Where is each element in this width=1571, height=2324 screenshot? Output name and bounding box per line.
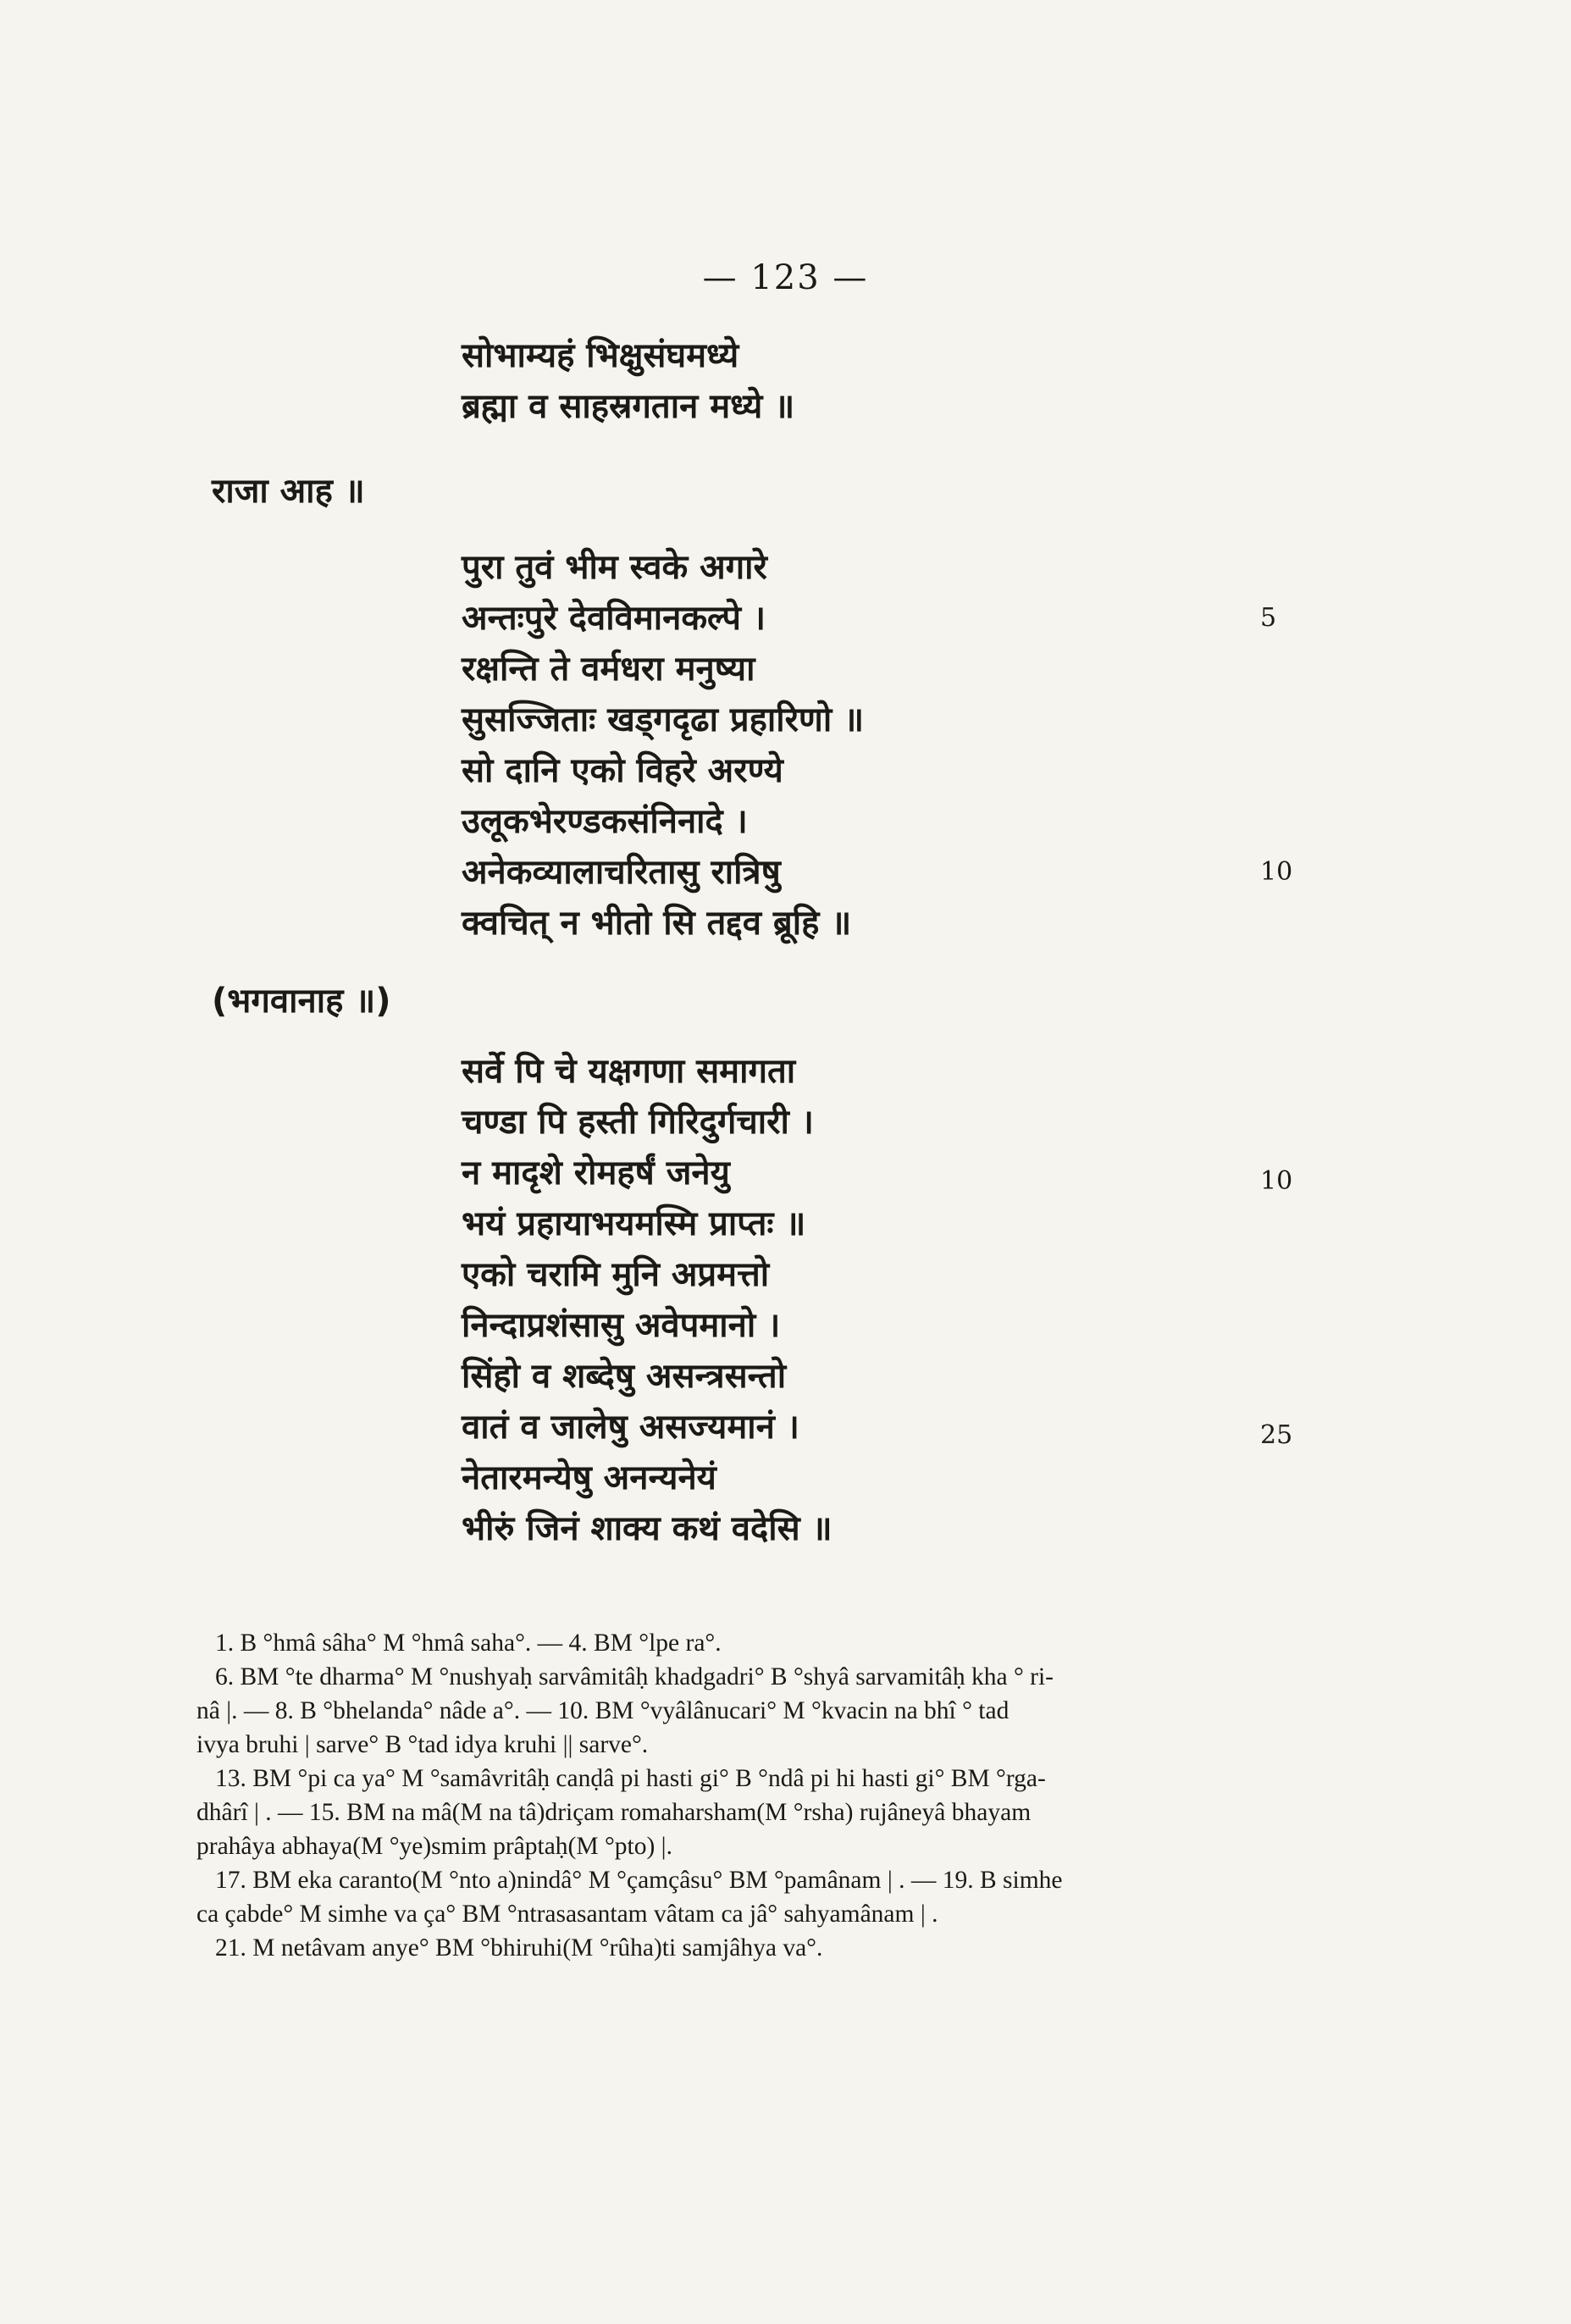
verse-line: चण्डा पि हस्ती गिरिदुर्गचारी । xyxy=(462,1103,814,1142)
line-number: 10 xyxy=(1260,1166,1293,1196)
verse-line: निन्दाप्रशंसासु अवेपमानो । xyxy=(462,1306,781,1345)
footnotes xyxy=(196,1626,1268,1965)
speaker-heading: राजा आह ॥ xyxy=(212,472,365,511)
verse-line: सर्वे पि चे यक्षगणा समागता xyxy=(462,1052,796,1091)
verse-line: सुसज्जिताः खड्गदृढा प्रहारिणो ॥ xyxy=(462,700,865,739)
line-number: 5 xyxy=(1260,603,1277,633)
verse-block-2 xyxy=(462,542,864,949)
verse-line: पुरा तुवं भीम स्वके अगारे xyxy=(462,548,767,587)
verse-line: न मादृशे रोमहर्षं जनेयु xyxy=(462,1154,730,1192)
verse-block-1 xyxy=(462,330,794,432)
verse-line: उलूकभेरण्डकसंनिनादे । xyxy=(462,802,748,841)
verse-line: भयं प्रहायाभयमस्मि प्राप्तः ॥ xyxy=(462,1204,806,1243)
footnote-line: 6. BM °te dharma° M °nushyaḥ sarvâmitâḥ khadgadri° B °shyâ sarvamitâḥ kha ° ri- xyxy=(215,1663,1054,1690)
verse-line: वातं व जालेषु असज्यमानं । xyxy=(462,1408,799,1447)
speaker-heading: (भगवानाह ॥) xyxy=(212,982,391,1021)
footnote-line: 1. B °hmâ sâha° M °hmâ saha°. — 4. BM °lpe ra°. xyxy=(215,1630,722,1657)
verse-line: रक्षन्ति ते वर्मधरा मनुष्या xyxy=(462,650,755,689)
verse-line: ब्रह्मा व साहस्रगतान मध्ये ॥ xyxy=(462,387,795,426)
verse-line: नेतारमन्येषु अनन्यनेयं xyxy=(462,1458,716,1497)
page-number: — 123 — xyxy=(702,258,869,297)
verse-line: सोभाम्यहं भिक्षुसंघमध्ये xyxy=(462,336,739,375)
footnote-line: dhârî | . — 15. BM na mâ(M na tâ)driçam romaharsham(M °rsha) rujâneyâ bhayam xyxy=(196,1799,1032,1826)
line-number: 10 xyxy=(1260,857,1293,887)
verse-line: क्वचित् न भीतो सि तद्दव ब्रूहि ॥ xyxy=(462,904,852,943)
verse-line: सिंहो व शब्देषु असन्त्रसन्तो xyxy=(462,1357,787,1396)
line-number: 25 xyxy=(1260,1420,1293,1450)
footnote-line: ca çabde° M simhe va ça° BM °ntrasasantam vâtam ca jâ° sahyamânam | . xyxy=(196,1901,938,1928)
verse-line: अन्तःपुरे देवविमानकल्पे । xyxy=(462,599,766,638)
footnote-line: 17. BM eka caranto(M °nto a)nindâ° M °çamçâsu° BM °pamânam | . — 19. B simhe xyxy=(215,1867,1063,1894)
verse-line: भीरुं जिनं शाक्य कथं वदेसि ॥ xyxy=(462,1509,833,1548)
footnote-line: prahâya abhaya(M °ye)smim prâptaḥ(M °pto) |. xyxy=(196,1833,672,1860)
verse-line: अनेकव्यालाचरितासु रात्रिषु xyxy=(462,853,781,892)
footnote-line: nâ |. — 8. B °bhelanda° nâde a°. — 10. BM °vyâlânucari° M °kvacin na bhî ° tad xyxy=(196,1697,1010,1724)
footnote-line: 21. M netâvam anye° BM °bhiruhi(M °rûha)ti samjâhya va°. xyxy=(215,1934,823,1962)
footnote-line: 13. BM °pi ca ya° M °samâvritâḥ canḍâ pi hasti gi° B °ndâ pi hi hasti gi° BM °rga- xyxy=(215,1765,1046,1792)
verse-block-3 xyxy=(462,1046,833,1554)
verse-line: सो दानि एको विहरे अरण्ये xyxy=(462,751,783,790)
footnote-line: ivya bruhi | sarve° B °tad idya kruhi || sarve°. xyxy=(196,1731,649,1758)
verse-line: एको चरामि मुनि अप्रमत्तो xyxy=(462,1255,770,1294)
